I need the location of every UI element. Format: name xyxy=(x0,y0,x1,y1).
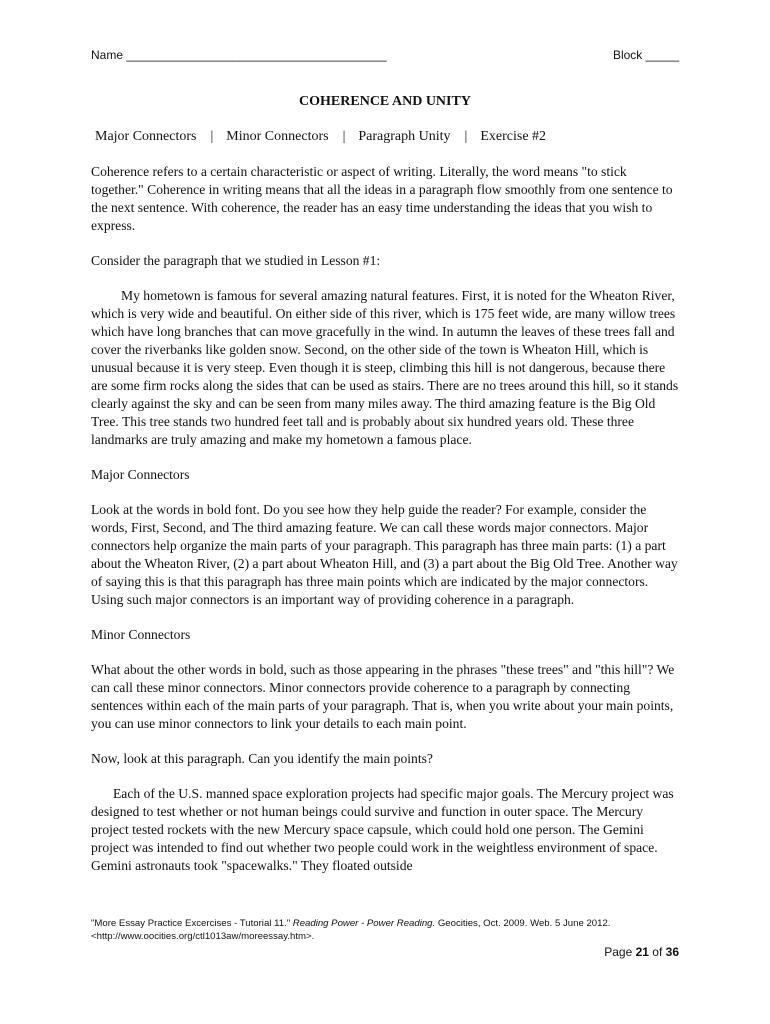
page-number-middle: of xyxy=(648,945,666,959)
page-number-prefix: Page xyxy=(604,945,636,959)
nav-item-paragraph-unity[interactable]: Paragraph Unity xyxy=(358,129,451,144)
section-nav xyxy=(95,129,695,145)
citation-source: Reading Power - Power Reading. xyxy=(292,918,436,929)
minor-connectors-heading: Minor Connectors xyxy=(91,627,191,642)
nav-item-minor-connectors[interactable]: Minor Connectors xyxy=(226,129,329,144)
page-number xyxy=(604,945,679,959)
nav-item-exercise-2[interactable]: Exercise #2 xyxy=(480,129,547,144)
now-look-paragraph: Now, look at this paragraph. Can you identify the main points? xyxy=(91,751,433,766)
space-example-paragraph: Each of the U.S. manned space exploration projects had specific major goals. The Mercury project was designed to test whether or not human beings could survive and function in outer space. The Mercury project tested rockets with the new Mercury space capsule, which could hold one person. The Gemini project was intended to find out whether two people could work in the weightless environment of space. Gemini astronauts took "spacewalks." They floated outside xyxy=(91,786,674,873)
document-body xyxy=(91,163,681,875)
citation-title: "More Essay Practice Excercises - Tutorial 11." xyxy=(91,918,293,929)
minor-connectors-paragraph: What about the other words in bold, such as those appearing in the phrases "these trees" and "this hill"? We can call these minor connectors. Minor connectors provide coherence to a paragraph by connecting sentences within each of the main parts of your paragraph. That is, when you write about your main points, you can use minor connectors to link your details to each main point. xyxy=(91,662,675,731)
consider-paragraph: Consider the paragraph that we studied in Lesson #1: xyxy=(91,253,381,268)
page-number-total: 36 xyxy=(665,945,679,959)
nav-separator: | xyxy=(210,129,214,144)
nav-separator: | xyxy=(464,129,468,144)
citation-footnote xyxy=(91,917,681,943)
citation-line xyxy=(91,917,681,930)
hometown-example-paragraph: My hometown is famous for several amazing natural features. First, it is noted for the Wheaton River, which is very wide and beautiful. On either side of this river, which is 175 feet wide, are many willow trees which have long branches that can move gracefully in the wind. In autumn the leaves of these trees fall and cover the riverbanks like golden snow. Second, on the other side of the town is Wheaton Hill, which is unusual because it is very steep. Even though it is steep, climbing this hill is not dangerous, because there are some firm rocks along the sides that can be used as stairs. There are no trees around this hill, so it stands clearly against the sky and can be seen from many miles away. The third amazing feature is the Big Old Tree. This tree stands two hundred feet tall and is probably about six hundred years old. These three landmarks are truly amazing and make my hometown a famous place. xyxy=(91,288,679,447)
nav-separator: | xyxy=(342,129,346,144)
name-field-label: Name _______________________________________ xyxy=(91,48,387,62)
citation-details: Geocities, Oct. 2009. Web. 5 June 2012. xyxy=(435,918,611,929)
intro-paragraph: Coherence refers to a certain characteristic or aspect of writing. Literally, the word means "to stick together." Coherence in writing means that all the ideas in a paragraph flow smoothly from one sentence to the next sentence. With coherence, the reader has an easy time understanding the ideas that you wish to express. xyxy=(91,164,673,233)
citation-url[interactable]: <http://www.oocities.org/ctl1013aw/moreessay.htm>. xyxy=(91,931,315,942)
page-title: COHERENCE AND UNITY xyxy=(299,94,471,109)
nav-item-major-connectors[interactable]: Major Connectors xyxy=(95,129,197,144)
major-connectors-paragraph: Look at the words in bold font. Do you see how they help guide the reader? For example, consider the words, First, Second, and The third amazing feature. We can call these words major connectors. Major connectors help organize the main parts of your paragraph. This paragraph has three main parts: (1) a part about the Wheaton River, (2) a part about Wheaton Hill, and (3) a part about the Big Old Tree. Another way of saying this is that this paragraph has three main points which are indicated by the major connectors. Using such major connectors is an important way of providing coherence in a paragraph. xyxy=(91,502,678,607)
page-number-current: 21 xyxy=(635,945,649,959)
major-connectors-heading: Major Connectors xyxy=(91,467,190,482)
page-header xyxy=(91,48,679,64)
block-field-label: Block _____ xyxy=(612,48,679,62)
